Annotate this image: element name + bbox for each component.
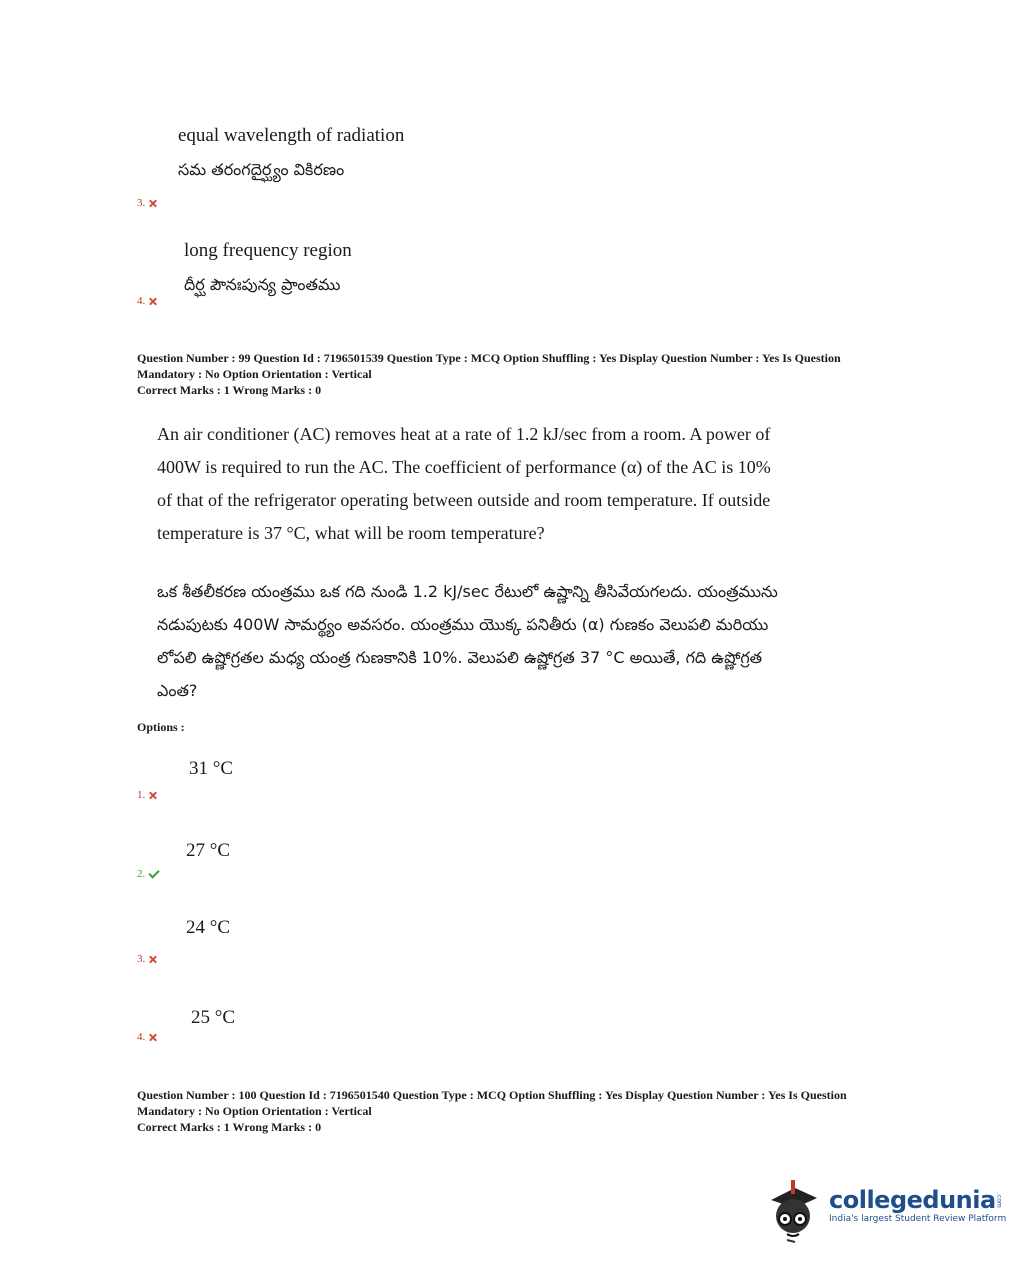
q99-te-line: ఎంత? xyxy=(157,681,198,700)
option-4-value: 25 °C xyxy=(191,1007,236,1028)
prev-option-4-text-te: దీర్ఘ పౌనఃపున్య ప్రాంతము xyxy=(184,275,341,294)
logo-text xyxy=(829,1187,1006,1225)
marker-number: 3. xyxy=(137,953,146,965)
q99-question-te xyxy=(157,575,837,707)
q99-marks: Correct Marks : 1 Wrong Marks : 0 xyxy=(137,383,322,397)
prev-option-4-text-en: long frequency region xyxy=(184,240,352,261)
q99-te-line: లోపలి ఉష్ణోగ్రతల మధ్య యంత్ర గుణకానికి 10%. వెలుపలి ఉష్ణోగ్రత 37 °C అయితే, గది ఉష్ణోగ్రత xyxy=(157,648,763,667)
q99-meta-line2: Mandatory : No Option Orientation : Vertical xyxy=(137,367,372,381)
wrong-cross-icon xyxy=(149,956,156,963)
collegedunia-watermark xyxy=(765,1178,1006,1234)
marker-number: 3. xyxy=(137,197,146,209)
q99-te-line: ఒక శీతలీకరణ యంత్రము ఒక గది నుండి 1.2 kJ/sec రేటులో ఉష్ణాన్ని తీసివేయగలదు. యంత్రమును xyxy=(157,582,778,601)
marker-number: 4. xyxy=(137,1031,146,1043)
q99-en-line: temperature is 37 °C, what will be room temperature? xyxy=(157,523,545,543)
marker-number: 4. xyxy=(137,295,146,307)
marker-number: 2. xyxy=(137,868,146,880)
q99-te-line: నడుపుటకు 400W సామర్థ్యం అవసరం. యంత్రము యొక్క పనితీరు (α) గుణకం వెలుపలి మరియు xyxy=(157,615,769,634)
q99-meta xyxy=(137,350,907,398)
wrong-cross-icon xyxy=(149,1034,156,1041)
q99-en-line: of that of the refrigerator operating between outside and room temperature. If outside xyxy=(157,490,771,510)
prev-option-2-text-te: సమ తరంగదైర్ఘ్యం వికిరణం xyxy=(178,160,345,179)
option-3-marker xyxy=(137,953,156,965)
prev-option-4-marker xyxy=(137,295,156,307)
q99-meta-line1: Question Number : 99 Question Id : 7196501539 Question Type : MCQ Option Shuffling : Yes Display Question Number : Yes Is Question xyxy=(137,351,841,365)
wrong-cross-icon xyxy=(149,792,156,799)
option-1-value: 31 °C xyxy=(189,758,234,779)
prev-option-2-text-en: equal wavelength of radiation xyxy=(178,125,405,146)
q99-question-en xyxy=(157,418,827,550)
correct-check-icon xyxy=(149,867,160,878)
brand-name: collegedunia xyxy=(829,1186,996,1214)
brand-tagline: India's largest Student Review Platform xyxy=(829,1214,1007,1224)
marker-number: 1. xyxy=(137,789,146,801)
q99-en-line: 400W is required to run the AC. The coefficient of performance (α) of the AC is 10% xyxy=(157,457,771,477)
wrong-cross-icon xyxy=(149,298,156,305)
option-2-value: 27 °C xyxy=(186,840,231,861)
mascot-logo-icon xyxy=(765,1178,821,1234)
q100-marks: Correct Marks : 1 Wrong Marks : 0 xyxy=(137,1120,322,1134)
options-label: Options : xyxy=(137,720,185,734)
option-3-value: 24 °C xyxy=(186,917,231,938)
q99-en-line: An air conditioner (AC) removes heat at a rate of 1.2 kJ/sec from a room. A power of xyxy=(157,424,771,444)
option-1-marker xyxy=(137,789,156,801)
wrong-cross-icon xyxy=(149,200,156,207)
option-4-marker xyxy=(137,1031,156,1043)
q100-meta-line2: Mandatory : No Option Orientation : Vertical xyxy=(137,1104,372,1118)
brand-suffix: .com xyxy=(995,1193,1003,1208)
q100-meta xyxy=(137,1087,907,1135)
prev-option-3-marker xyxy=(137,197,156,209)
option-2-marker xyxy=(137,868,157,880)
q100-meta-line1: Question Number : 100 Question Id : 7196501540 Question Type : MCQ Option Shuffling : Yes Display Question Number : Yes Is Question xyxy=(137,1088,847,1102)
